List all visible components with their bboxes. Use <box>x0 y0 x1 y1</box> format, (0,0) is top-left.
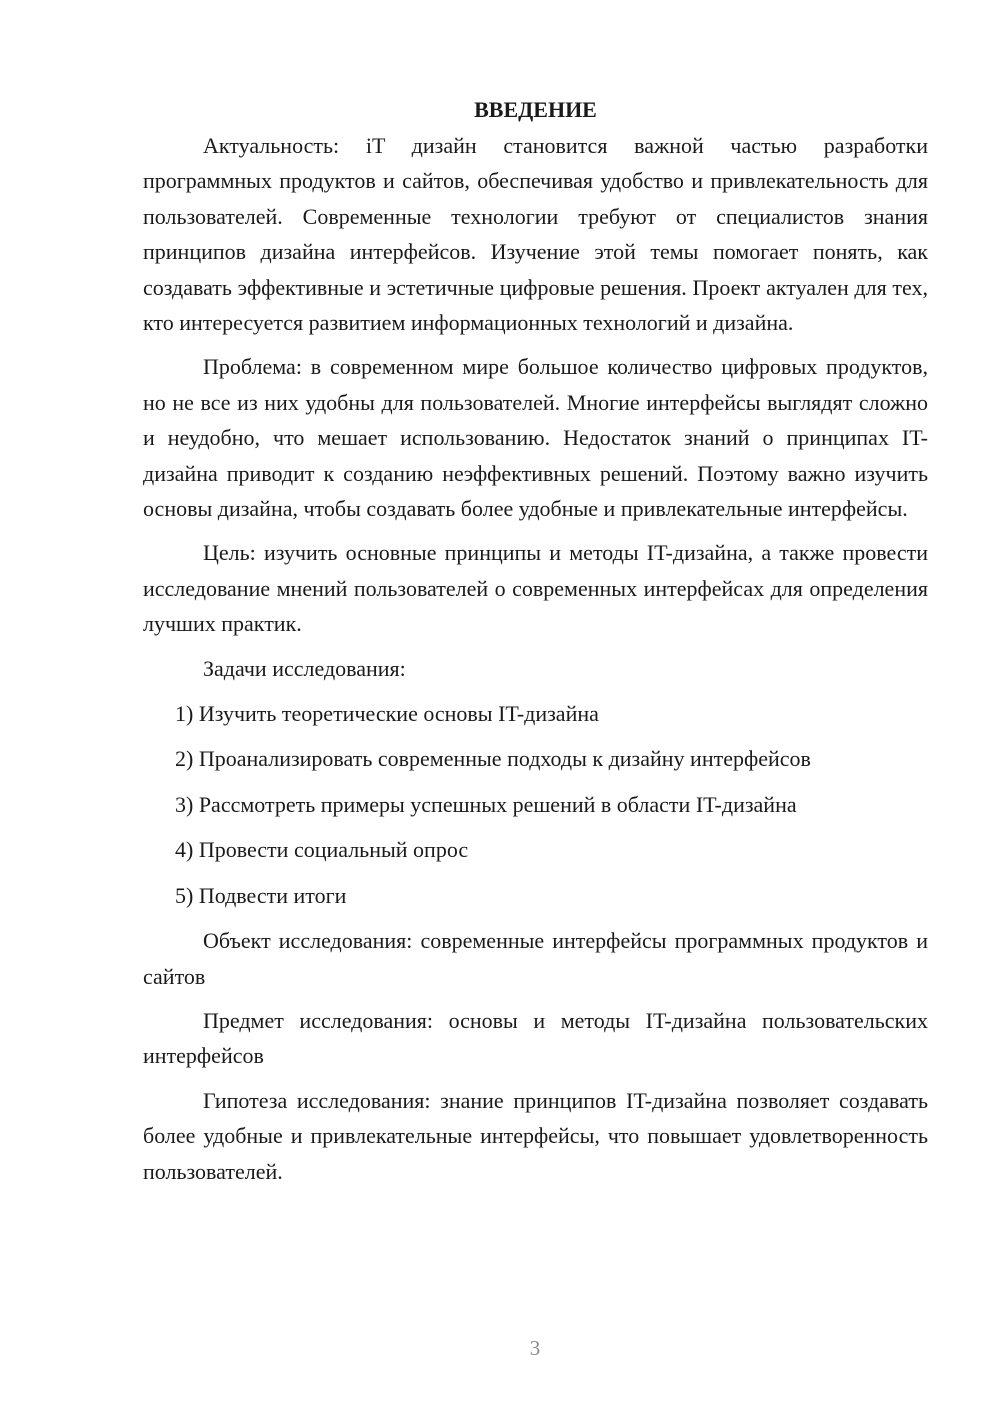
tasks-heading: Задачи исследования: <box>203 655 406 681</box>
task-item: 2) Проанализировать современные подходы к дизайну интерфейсов <box>175 746 811 772</box>
page-title: ВВЕДЕНИЕ <box>474 97 597 122</box>
relevance-paragraph: Актуальность: iT дизайн становится важной частью разработки программных продуктов и сайтов, обеспечивая удобство и привлекательность для пользователей. Современные технологии требуют от специалистов знания принципов дизайна интерфейсов. Изучение этой темы помогает понять, как создавать эффективные и эстетичные цифровые решения. Проект актуален для тех, кто интересуется развитием информационных технологий и дизайна. <box>143 133 928 336</box>
subject-paragraph: Предмет исследования: основы и методы IT-дизайна пользовательских интерфейсов <box>143 1008 928 1069</box>
tasks-list <box>143 696 928 913</box>
object-paragraph: Объект исследования: современные интерфейсы программных продуктов и сайтов <box>143 928 928 989</box>
document-page <box>143 92 928 1198</box>
problem-paragraph: Проблема: в современном мире большое количество цифровых продуктов, но не все из них удобны для пользователей. Многие интерфейсы выглядят сложно и неудобно, что мешает использованию. Недостаток знаний о принципах IT-дизайна приводит к созданию неэффективных решений. Поэтому важно изучить основы дизайна, чтобы создавать более удобные и привлекательные интерфейсы. <box>143 354 928 522</box>
task-item: 5) Подвести итоги <box>175 882 347 908</box>
hypothesis-paragraph: Гипотеза исследования: знание принципов IT-дизайна позволяет создавать более удобные и привлекательные интерфейсы, что повышает удовлетворенность пользователей. <box>143 1087 928 1184</box>
task-item: 4) Провести социальный опрос <box>175 837 469 863</box>
goal-paragraph: Цель: изучить основные принципы и методы IT-дизайна, а также провести исследование мнений пользователей о современных интерфейсах для определения лучших практик. <box>143 540 928 637</box>
page-number: 3 <box>529 1336 541 1360</box>
task-item: 3) Рассмотреть примеры успешных решений в области IT-дизайна <box>175 791 797 817</box>
task-item: 1) Изучить теоретические основы IT-дизайна <box>175 700 599 726</box>
